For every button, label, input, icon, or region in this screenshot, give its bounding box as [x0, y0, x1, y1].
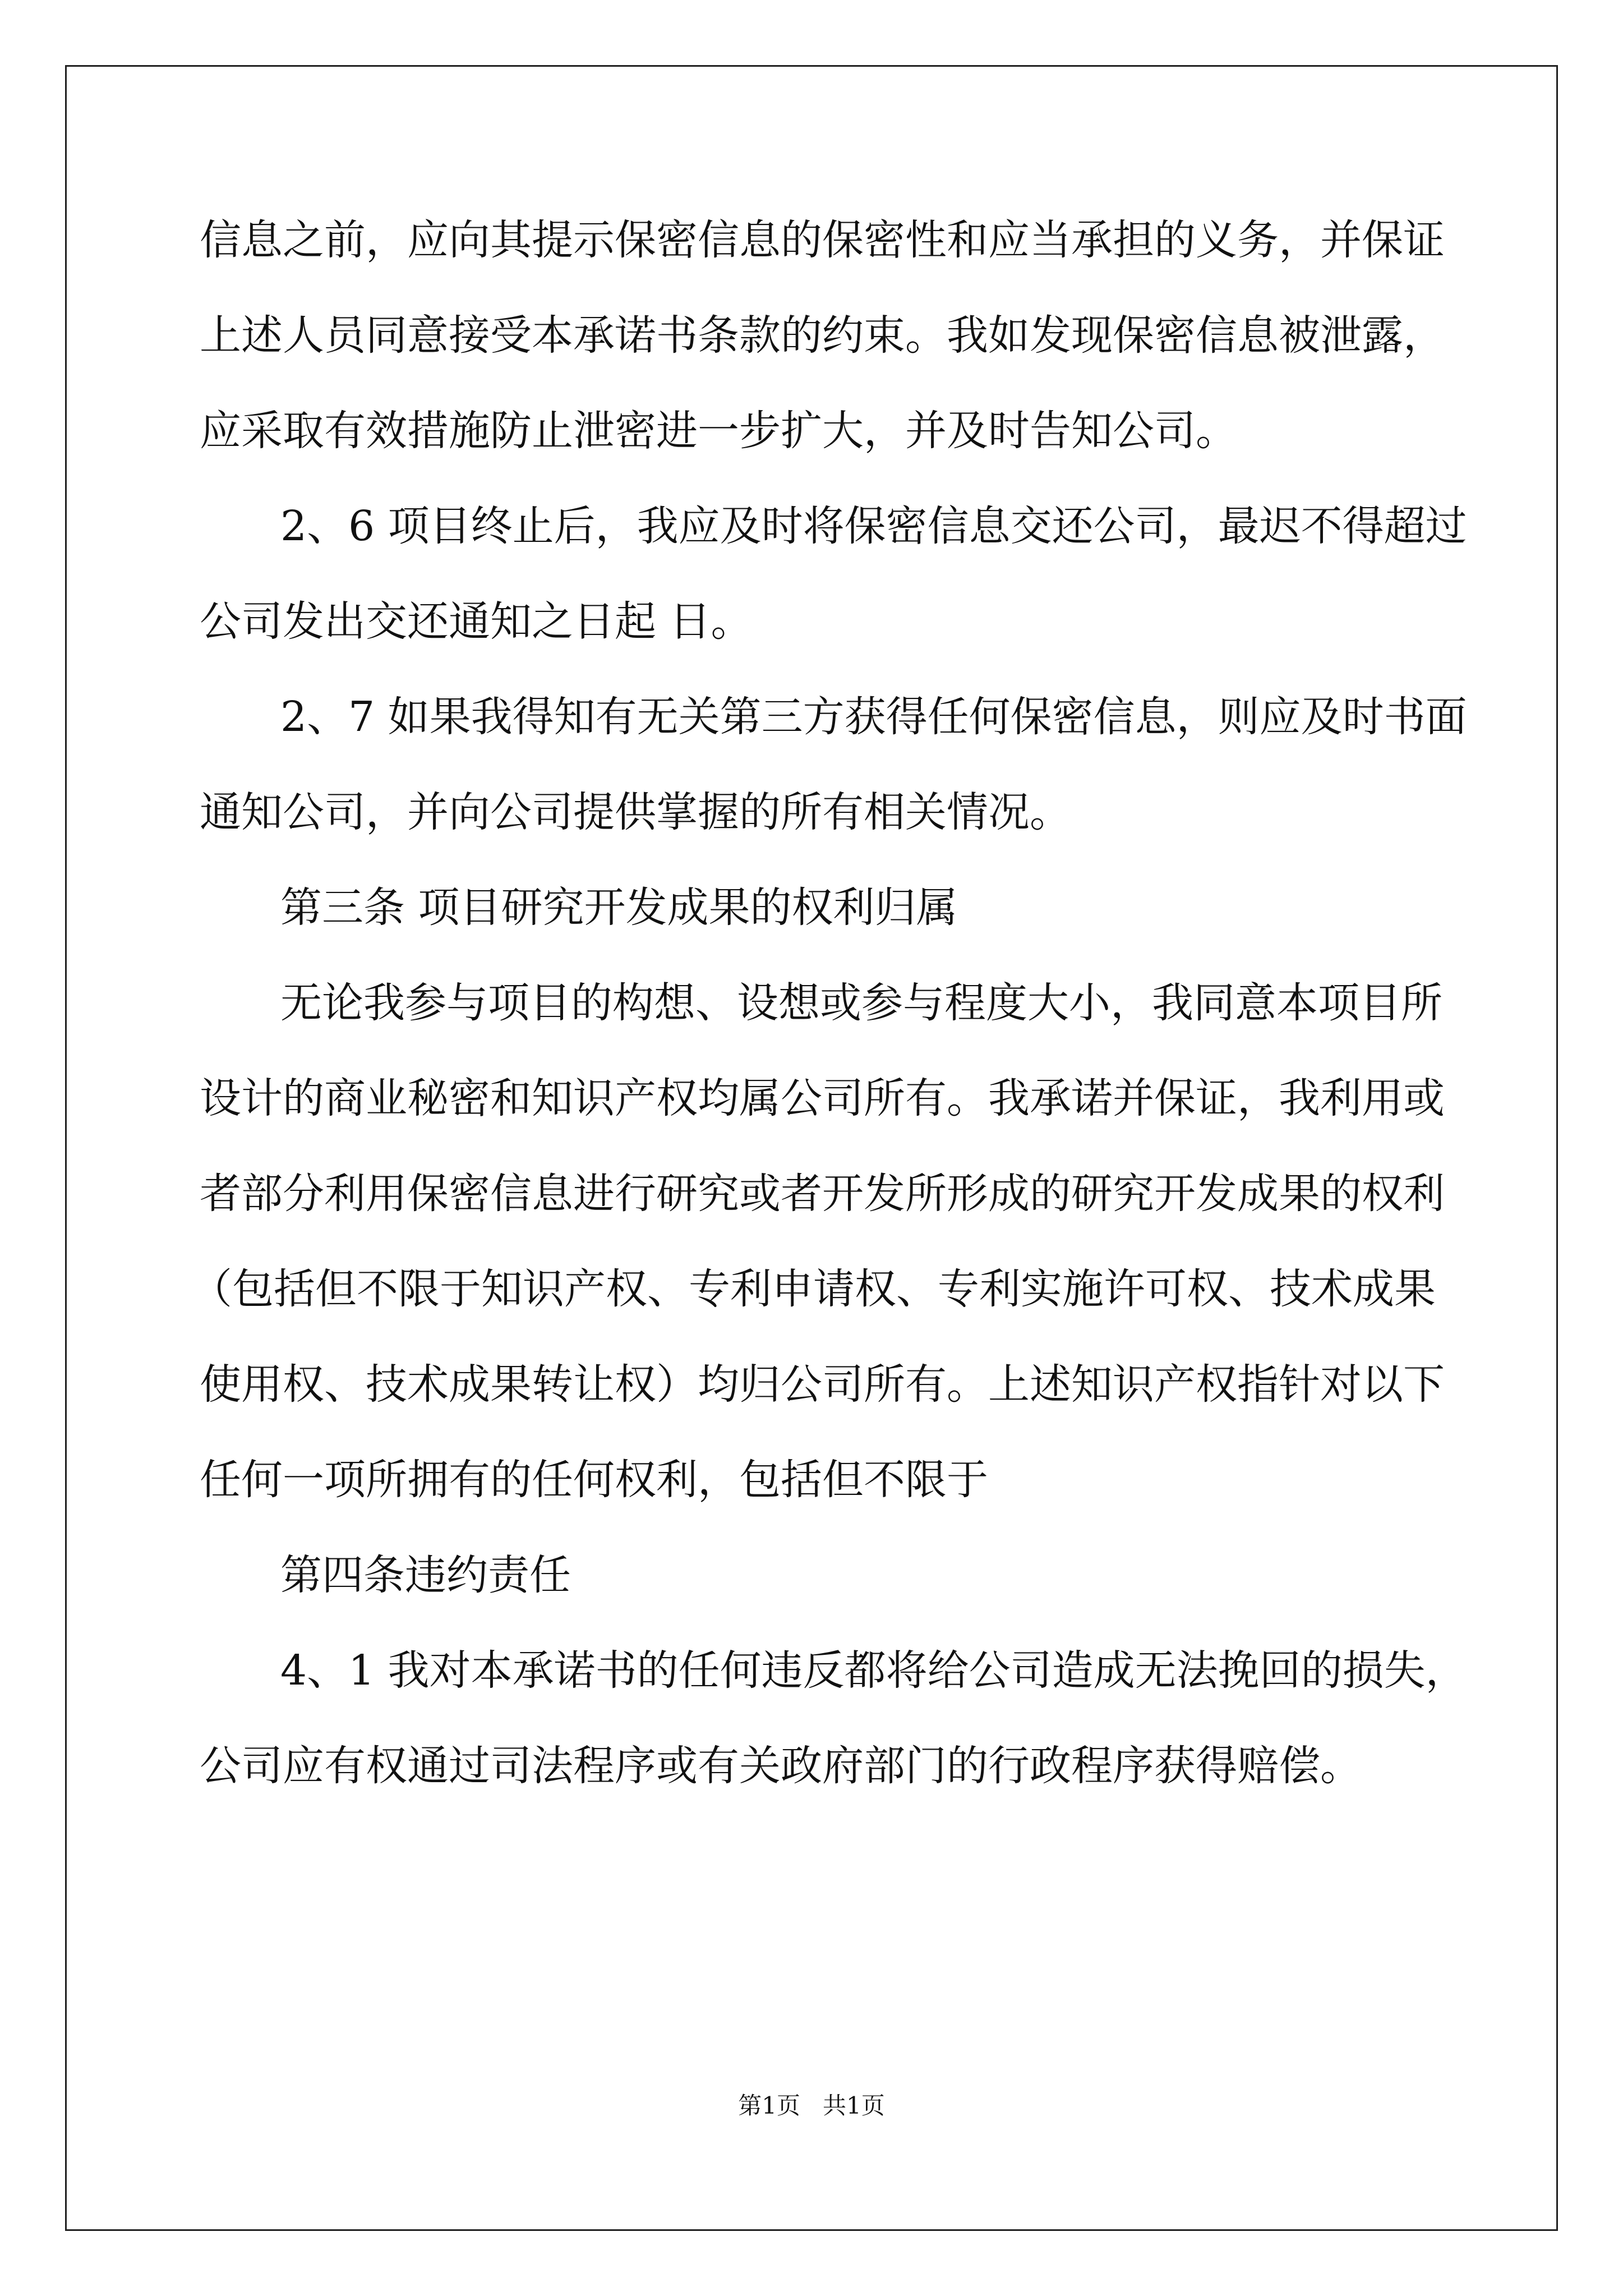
text-line: 者部分利用保密信息进行研究或者开发所形成的研究开发成果的权利	[200, 1170, 1445, 1218]
text-line: 应采取有效措施防止泄密进一步扩大，并及时告知公司。	[200, 407, 1237, 455]
text-line: 4、1 我对本承诺书的任何违反都将给公司造成无法挽回的损失，	[280, 1646, 1467, 1695]
text-line: 无论我参与项目的构想、设想或参与程度大小，我同意本项目所	[280, 979, 1442, 1027]
page-border	[65, 65, 1558, 2231]
text-line: 使用权、技术成果转让权）均归公司所有。上述知识产权指针对以下	[200, 1360, 1445, 1409]
section-heading: 第四条违约责任	[280, 1551, 571, 1599]
text-line: 信息之前，应向其提示保密信息的保密性和应当承担的义务，并保证	[200, 216, 1445, 264]
section-heading: 第三条 项目研究开发成果的权利归属	[280, 884, 958, 932]
text-line: 公司应有权通过司法程序或有关政府部门的行政程序获得赔偿。	[200, 1742, 1362, 1790]
text-line: 设计的商业秘密和知识产权均属公司所有。我承诺并保证，我利用或	[200, 1074, 1445, 1122]
page-number-footer: 第1页 共1页	[738, 2092, 885, 2119]
text-line: 任何一项所拥有的任何权利，包括但不限于	[200, 1456, 988, 1504]
text-line: 2、7 如果我得知有无关第三方获得任何保密信息，则应及时书面	[280, 693, 1467, 741]
text-line: 公司发出交还通知之日起 日。	[200, 597, 753, 646]
text-line: 通知公司，并向公司提供掌握的所有相关情况。	[200, 788, 1071, 836]
text-line: 2、6 项目终止后，我应及时将保密信息交还公司，最迟不得超过	[280, 502, 1467, 550]
text-line: 上述人员同意接受本承诺书条款的约束。我如发现保密信息被泄露，	[200, 311, 1445, 360]
text-line: （包括但不限于知识产权、专利申请权、专利实施许可权、技术成果	[191, 1265, 1436, 1313]
